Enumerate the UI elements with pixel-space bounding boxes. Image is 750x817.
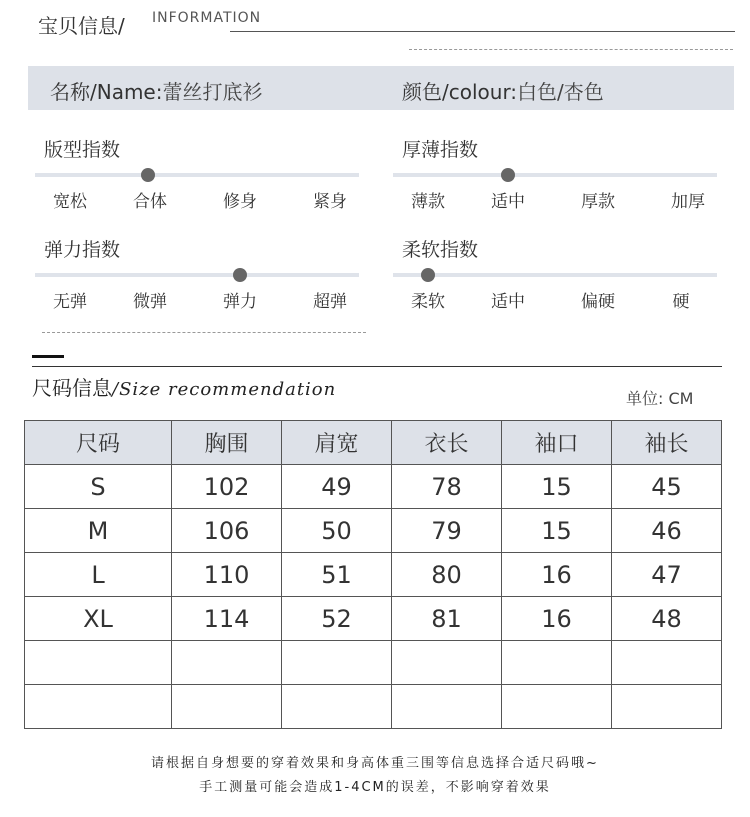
- table-cell: 48: [612, 597, 722, 641]
- size-title-en: /Size recommendation: [112, 379, 337, 400]
- dashed-divider: [409, 49, 733, 50]
- table-cell: S: [25, 465, 172, 509]
- section-divider: [32, 366, 722, 367]
- table-cell: 110: [172, 553, 282, 597]
- index-title-elasticity: 弹力指数: [44, 239, 121, 261]
- product-name-label: 名称/Name:: [50, 80, 163, 104]
- table-cell: [612, 685, 722, 729]
- section-title-size: [32, 372, 336, 401]
- table-cell: [25, 641, 172, 685]
- product-name-value: 蕾丝打底衫: [162, 80, 263, 104]
- table-cell: M: [25, 509, 172, 553]
- table-cell: 80: [392, 553, 502, 597]
- section-subtitle-info: INFORMATION: [152, 10, 262, 26]
- table-row: [25, 509, 722, 553]
- index-track-fit: [35, 173, 359, 177]
- table-cell: L: [25, 553, 172, 597]
- index-marker-fit: [141, 168, 155, 182]
- index-option-thickness: 适中: [491, 192, 525, 212]
- unit-label: 单位: CM: [626, 389, 694, 408]
- table-cell: [612, 641, 722, 685]
- table-cell: 81: [392, 597, 502, 641]
- table-cell: XL: [25, 597, 172, 641]
- table-cell: 78: [392, 465, 502, 509]
- index-track-softness: [393, 273, 717, 277]
- index-option-elasticity: 超弹: [313, 292, 347, 312]
- index-title-fit: 版型指数: [44, 139, 121, 161]
- table-row: [25, 553, 722, 597]
- table-header-cell: 尺码: [25, 421, 172, 465]
- table-cell: 49: [282, 465, 392, 509]
- table-cell: 52: [282, 597, 392, 641]
- index-option-softness: 硬: [672, 292, 690, 312]
- size-title-cn: 尺码信息: [32, 376, 112, 400]
- index-option-elasticity: 微弹: [133, 292, 167, 312]
- table-cell: [172, 641, 282, 685]
- index-marker-thickness: [501, 168, 515, 182]
- section-accent-bar: [32, 355, 64, 358]
- index-title-thickness: 厚薄指数: [402, 139, 479, 161]
- table-row: [25, 465, 722, 509]
- table-cell: 102: [172, 465, 282, 509]
- table-header-cell: 胸围: [172, 421, 282, 465]
- table-cell: 15: [502, 465, 612, 509]
- table-cell: 16: [502, 597, 612, 641]
- table-cell: 114: [172, 597, 282, 641]
- index-track-elasticity: [35, 273, 359, 277]
- table-cell: [502, 641, 612, 685]
- product-name: [50, 76, 262, 105]
- table-row: [25, 641, 722, 685]
- index-option-thickness: 厚款: [581, 192, 615, 212]
- table-cell: [282, 685, 392, 729]
- table-cell: [392, 685, 502, 729]
- index-option-fit: 紧身: [313, 192, 347, 212]
- index-option-elasticity: 弹力: [223, 292, 257, 312]
- index-option-thickness: 加厚: [671, 192, 705, 212]
- index-option-softness: 柔软: [411, 292, 445, 312]
- product-color: [402, 76, 604, 105]
- table-header-cell: 衣长: [392, 421, 502, 465]
- table-cell: 16: [502, 553, 612, 597]
- table-cell: 46: [612, 509, 722, 553]
- table-row: [25, 597, 722, 641]
- index-marker-softness: [421, 268, 435, 282]
- table-cell: [25, 685, 172, 729]
- index-option-softness: 偏硬: [581, 292, 615, 312]
- table-header-cell: 袖口: [502, 421, 612, 465]
- table-cell: [392, 641, 502, 685]
- index-option-fit: 合体: [133, 192, 167, 212]
- table-cell: 106: [172, 509, 282, 553]
- size-table: [24, 420, 722, 729]
- index-option-fit: 宽松: [53, 192, 87, 212]
- index-option-fit: 修身: [223, 192, 257, 212]
- index-track-thickness: [393, 173, 717, 177]
- dashed-divider: [42, 332, 366, 333]
- table-header-cell: 肩宽: [282, 421, 392, 465]
- table-header-row: [25, 421, 722, 465]
- section-title-info: 宝贝信息/: [38, 14, 125, 38]
- note-line-2: 手工测量可能会造成1-4CM的误差，不影响穿着效果: [199, 780, 551, 795]
- table-row: [25, 685, 722, 729]
- index-title-softness: 柔软指数: [402, 239, 479, 261]
- index-option-elasticity: 无弹: [53, 292, 87, 312]
- product-color-value: 白色/杏色: [517, 80, 604, 104]
- product-color-label: 颜色/colour:: [402, 80, 518, 104]
- table-cell: [502, 685, 612, 729]
- table-cell: 79: [392, 509, 502, 553]
- table-cell: 50: [282, 509, 392, 553]
- header-underline: [230, 31, 735, 32]
- table-header-cell: 袖长: [612, 421, 722, 465]
- index-marker-elasticity: [233, 268, 247, 282]
- table-cell: 45: [612, 465, 722, 509]
- table-cell: [172, 685, 282, 729]
- table-cell: 47: [612, 553, 722, 597]
- table-cell: 51: [282, 553, 392, 597]
- note-line-1: 请根据自身想要的穿着效果和身高体重三围等信息选择合适尺码哦~: [151, 756, 599, 771]
- index-option-thickness: 薄款: [411, 192, 445, 212]
- table-cell: [282, 641, 392, 685]
- index-option-softness: 适中: [491, 292, 525, 312]
- table-cell: 15: [502, 509, 612, 553]
